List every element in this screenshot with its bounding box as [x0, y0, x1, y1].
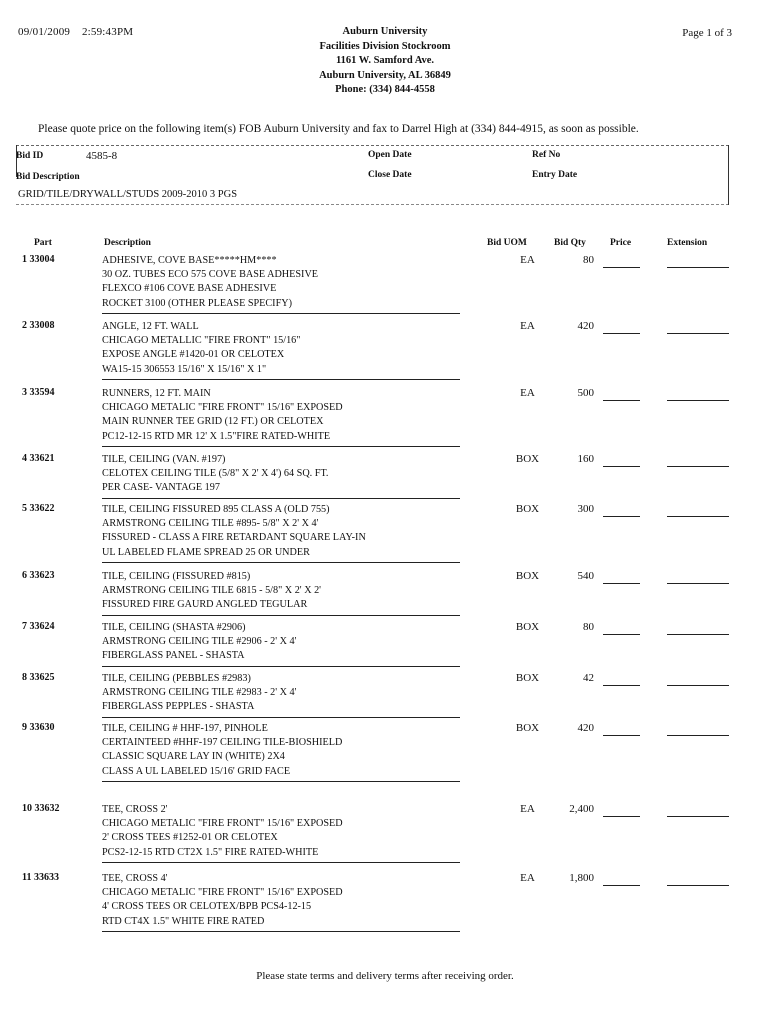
part-number: 9 33630: [22, 722, 55, 733]
description-line: FIBERGLASS PANEL - SHASTA: [102, 650, 245, 662]
org-address-block: [0, 25, 770, 98]
description-line: CHICAGO METALIC "FIRE FRONT" 15/16" EXPOSED: [102, 887, 343, 899]
item-description: [102, 387, 462, 444]
description-line: TILE, CEILING (SHASTA #2906): [102, 622, 246, 633]
part-number: 4 33621: [22, 453, 55, 464]
description-line: CHICAGO METALIC "FIRE FRONT" 15/16" EXPOSED: [102, 818, 343, 830]
print-time: 2:59:43PM: [81, 26, 134, 38]
description-line: MAIN RUNNER TEE GRID (12 FT.) OR CELOTEX: [102, 416, 324, 428]
description-line: FIBERGLASS PEPPLES - SHASTA: [102, 701, 255, 713]
unit-of-measure: EA: [520, 254, 535, 266]
org-city: Auburn University, AL 36849: [319, 69, 451, 81]
description-line: 4' CROSS TEES OR CELOTEX/BPB PCS4-12-15: [102, 901, 312, 913]
item-underline: [102, 615, 460, 616]
unit-of-measure: EA: [520, 803, 535, 815]
bid-quantity: 300: [577, 503, 594, 515]
description-line: PER CASE- VANTAGE 197: [102, 482, 220, 494]
extension-blank-line[interactable]: [667, 466, 729, 467]
item-description: [102, 570, 462, 613]
description-line: RUNNERS, 12 FT. MAIN: [102, 388, 211, 399]
item-underline: [102, 446, 460, 447]
description-line: FISSURED - CLASS A FIRE RETARDANT SQUARE LAY-IN: [102, 532, 366, 544]
price-blank-line[interactable]: [603, 267, 640, 268]
description-line: CHICAGO METALLIC "FIRE FRONT" 15/16": [102, 335, 301, 347]
item-description: [102, 803, 462, 860]
item-description: [102, 722, 462, 779]
description-line: WA15-15 306553 15/16" X 15/16" X 1": [102, 363, 267, 375]
item-description: [102, 621, 462, 664]
description-line: CELOTEX CEILING TILE (5/8" X 2' X 4') 64 SQ. FT.: [102, 468, 329, 480]
bid-quantity: 80: [583, 621, 594, 633]
description-line: CLASS A UL LABELED 15/16' GRID FACE: [102, 765, 291, 777]
price-blank-line[interactable]: [603, 400, 640, 401]
bid-quantity: 420: [577, 722, 594, 734]
unit-of-measure: BOX: [515, 621, 540, 633]
bid-description-label: Bid Description: [16, 172, 80, 182]
org-phone: Phone: (334) 844-4558: [335, 84, 435, 95]
part-number: 6 33623: [22, 570, 55, 581]
column-header-uom: Bid UOM: [487, 238, 527, 248]
bid-quantity: 42: [583, 672, 594, 684]
part-number: 7 33624: [22, 621, 55, 632]
price-blank-line[interactable]: [603, 735, 640, 736]
item-underline: [102, 862, 460, 863]
price-blank-line[interactable]: [603, 333, 640, 334]
description-line: ADHESIVE, COVE BASE*****HM****: [102, 255, 277, 266]
column-header-price: Price: [610, 238, 632, 248]
bid-quantity: 420: [577, 320, 594, 332]
description-line: UL LABELED FLAME SPREAD 25 OR UNDER: [102, 546, 310, 558]
bid-quantity: 500: [577, 387, 594, 399]
description-line: TILE, CEILING (VAN. #197): [102, 454, 226, 465]
description-line: TILE, CEILING # HHF-197, PINHOLE: [102, 723, 268, 734]
org-division: Facilities Division Stockroom: [319, 40, 451, 52]
bid-quantity: 80: [583, 254, 594, 266]
bid-id-label: Bid ID: [16, 151, 44, 161]
unit-of-measure: BOX: [515, 570, 540, 582]
description-line: TILE, CEILING FISSURED 895 CLASS A (OLD 755): [102, 504, 330, 515]
item-underline: [102, 781, 460, 782]
extension-blank-line[interactable]: [667, 400, 729, 401]
extension-blank-line[interactable]: [667, 583, 729, 584]
item-description: [102, 254, 462, 311]
description-line: CHICAGO METALIC "FIRE FRONT" 15/16" EXPOSED: [102, 402, 343, 414]
item-description: [102, 872, 462, 929]
price-blank-line[interactable]: [603, 816, 640, 817]
bid-box-top-border: [16, 145, 729, 146]
price-blank-line[interactable]: [603, 634, 640, 635]
item-underline: [102, 498, 460, 499]
bid-box-bottom-border: [16, 204, 729, 205]
description-line: FLEXCO #106 COVE BASE ADHESIVE: [102, 283, 277, 295]
unit-of-measure: EA: [520, 320, 535, 332]
org-name: Auburn University: [342, 26, 428, 37]
intro-text: Please quote price on the following item(s) FOB Auburn University and fax to Darrel High at (334) 844-4915, as soon as possible.: [38, 123, 639, 135]
price-blank-line[interactable]: [603, 466, 640, 467]
description-line: 30 OZ. TUBES ECO 575 COVE BASE ADHESIVE: [102, 269, 319, 281]
page-number: Page 1 of 3: [682, 27, 732, 39]
description-line: ARMSTRONG CEILING TILE #2906 - 2' X 4': [102, 636, 297, 648]
item-underline: [102, 931, 460, 932]
price-blank-line[interactable]: [603, 685, 640, 686]
description-line: 2' CROSS TEES #1252-01 OR CELOTEX: [102, 832, 278, 844]
item-description: [102, 503, 462, 560]
item-underline: [102, 313, 460, 314]
unit-of-measure: EA: [520, 872, 535, 884]
description-line: RTD CT4X 1.5" WHITE FIRE RATED: [102, 915, 265, 927]
description-line: PC12-12-15 RTD MR 12' X 1.5"FIRE RATED-WHITE: [102, 430, 331, 442]
bid-box-right-border: [728, 145, 729, 205]
price-blank-line[interactable]: [603, 885, 640, 886]
open-date-label: Open Date: [368, 150, 412, 160]
description-line: ARMSTRONG CEILING TILE #895- 5/8" X 2' X 4': [102, 518, 319, 530]
item-underline: [102, 562, 460, 563]
org-street: 1161 W. Samford Ave.: [335, 55, 435, 66]
extension-blank-line[interactable]: [667, 516, 729, 517]
column-header-qty: Bid Qty: [554, 238, 586, 248]
bid-quantity: 2,400: [569, 803, 594, 815]
print-date: 09/01/2009: [18, 26, 71, 38]
footer-note: Please state terms and delivery terms after receiving order.: [256, 970, 514, 982]
part-number: 5 33622: [22, 503, 55, 514]
description-line: ANGLE, 12 FT. WALL: [102, 321, 199, 332]
extension-blank-line[interactable]: [667, 885, 729, 886]
description-line: EXPOSE ANGLE #1420-01 OR CELOTEX: [102, 349, 285, 361]
description-line: CERTAINTEED #HHF-197 CEILING TILE-BIOSHIELD: [102, 737, 343, 749]
bid-quantity: 1,800: [569, 872, 594, 884]
description-line: TILE, CEILING (PEBBLES #2983): [102, 673, 251, 684]
column-header-description: Description: [104, 238, 151, 248]
extension-blank-line[interactable]: [667, 816, 729, 817]
description-line: ARMSTRONG CEILING TILE 6815 - 5/8" X 2' X 2': [102, 585, 322, 597]
item-underline: [102, 666, 460, 667]
description-line: TEE, CROSS 2': [102, 804, 168, 815]
unit-of-measure: BOX: [515, 453, 540, 465]
ref-no-label: Ref No: [532, 150, 561, 160]
description-line: ROCKET 3100 (OTHER PLEASE SPECIFY): [102, 297, 292, 309]
unit-of-measure: EA: [520, 387, 535, 399]
extension-blank-line[interactable]: [667, 685, 729, 686]
part-number: 3 33594: [22, 387, 55, 398]
description-line: TILE, CEILING (FISSURED #815): [102, 571, 251, 582]
unit-of-measure: BOX: [515, 722, 540, 734]
part-number: 2 33008: [22, 320, 55, 331]
part-number: 8 33625: [22, 672, 55, 683]
bid-quantity: 160: [577, 453, 594, 465]
entry-date-label: Entry Date: [532, 170, 578, 180]
price-blank-line[interactable]: [603, 516, 640, 517]
bid-quantity: 540: [577, 570, 594, 582]
price-blank-line[interactable]: [603, 583, 640, 584]
description-line: CLASSIC SQUARE LAY IN (WHITE) 2X4: [102, 751, 285, 763]
extension-blank-line[interactable]: [667, 735, 729, 736]
item-description: [102, 453, 462, 496]
part-number: 1 33004: [22, 254, 55, 265]
description-line: TEE, CROSS 4': [102, 873, 168, 884]
bid-id-value: 4585-8: [86, 150, 118, 162]
column-header-part: Part: [34, 238, 52, 248]
item-underline: [102, 717, 460, 718]
description-line: FISSURED FIRE GAURD ANGLED TEGULAR: [102, 599, 308, 611]
item-underline: [102, 379, 460, 380]
column-header-extension: Extension: [667, 238, 708, 248]
extension-blank-line[interactable]: [667, 333, 729, 334]
bid-description-value: GRID/TILE/DRYWALL/STUDS 2009-2010 3 PGS: [18, 189, 238, 200]
part-number: 10 33632: [22, 803, 60, 814]
item-description: [102, 672, 462, 715]
item-description: [102, 320, 462, 377]
extension-blank-line[interactable]: [667, 634, 729, 635]
unit-of-measure: BOX: [515, 503, 540, 515]
extension-blank-line[interactable]: [667, 267, 729, 268]
close-date-label: Close Date: [368, 170, 412, 180]
description-line: ARMSTRONG CEILING TILE #2983 - 2' X 4': [102, 687, 297, 699]
description-line: PCS2-12-15 RTD CT2X 1.5" FIRE RATED-WHITE: [102, 846, 319, 858]
part-number: 11 33633: [22, 872, 59, 883]
unit-of-measure: BOX: [515, 672, 540, 684]
